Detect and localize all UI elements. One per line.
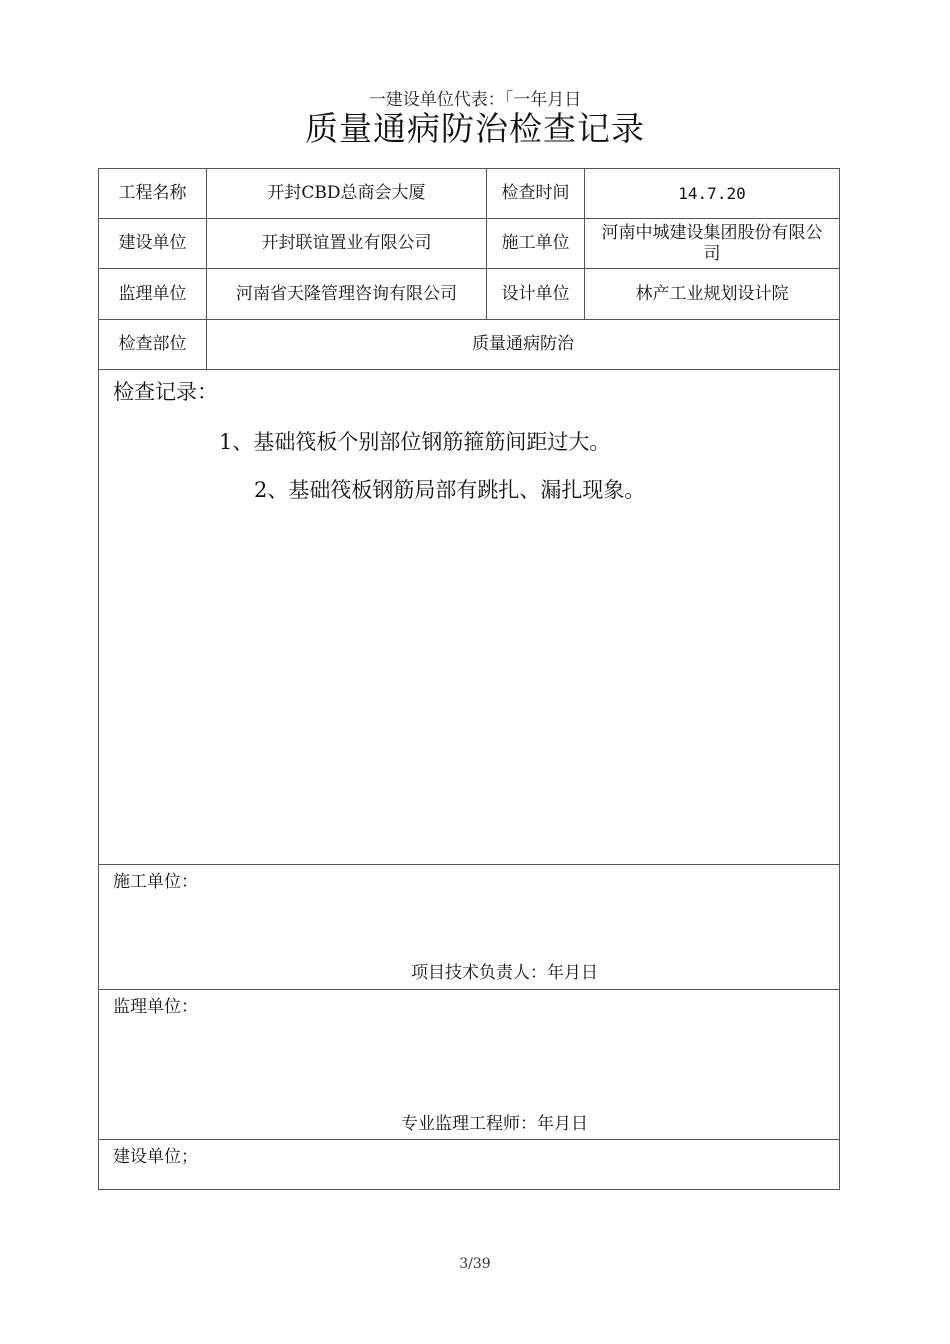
supervisor-unit-value: 河南省天隆管理咨询有限公司 <box>207 269 487 319</box>
contractor-label: 施工单位 <box>487 219 585 268</box>
supervision-unit-label: 监理单位： <box>113 997 198 1017</box>
owner-unit-section <box>99 1140 839 1189</box>
table-row-location <box>99 320 839 370</box>
supervision-signature-line: 专业监理工程师：年月日 <box>401 1114 588 1134</box>
design-unit-value: 林产工业规划设计院 <box>635 283 789 304</box>
inspection-record-section <box>99 370 839 865</box>
supervision-unit-section <box>99 990 839 1140</box>
inspection-location-label: 检查部位 <box>99 320 207 369</box>
design-unit-label: 设计单位 <box>487 269 585 319</box>
supervisor-unit-label: 监理单位 <box>99 269 207 319</box>
inspection-form-table <box>98 168 840 1190</box>
page-number: 3/39 <box>459 1256 491 1272</box>
owner-unit-value: 开封联谊置业有限公司 <box>207 219 487 268</box>
owner-unit-label: 建设单位 <box>99 219 207 268</box>
contractor-value: 河南中城建设集团股份有限公司 <box>601 222 823 264</box>
overlapped-header-text: 一建设单位代表：「一年月日 <box>368 90 582 110</box>
record-heading: 检查记录： <box>113 380 218 404</box>
inspection-location-value: 质量通病防治 <box>472 334 574 354</box>
owner-unit-sign-label: 建设单位； <box>113 1147 198 1167</box>
construction-signature-line: 项目技术负责人：年月日 <box>411 963 598 983</box>
record-item-1: 1、基础筏板个别部位钢筋箍筋间距过大。 <box>219 430 611 454</box>
inspection-time-value: 14.7.20 <box>678 184 746 203</box>
record-item-2: 2、基础筏板钢筋局部有跳扎、漏扎现象。 <box>254 478 646 502</box>
table-row-supervisor <box>99 269 839 320</box>
table-row-owner <box>99 219 839 269</box>
inspection-time-label: 检查时间 <box>487 169 585 218</box>
construction-unit-label: 施工单位： <box>113 872 198 892</box>
project-name-label: 工程名称 <box>99 169 207 218</box>
table-row-project <box>99 169 839 219</box>
construction-unit-section <box>99 865 839 990</box>
project-name-value: 开封CBD总商会大厦 <box>207 169 487 218</box>
page-title: 质量通病防治检查记录 <box>305 109 645 148</box>
